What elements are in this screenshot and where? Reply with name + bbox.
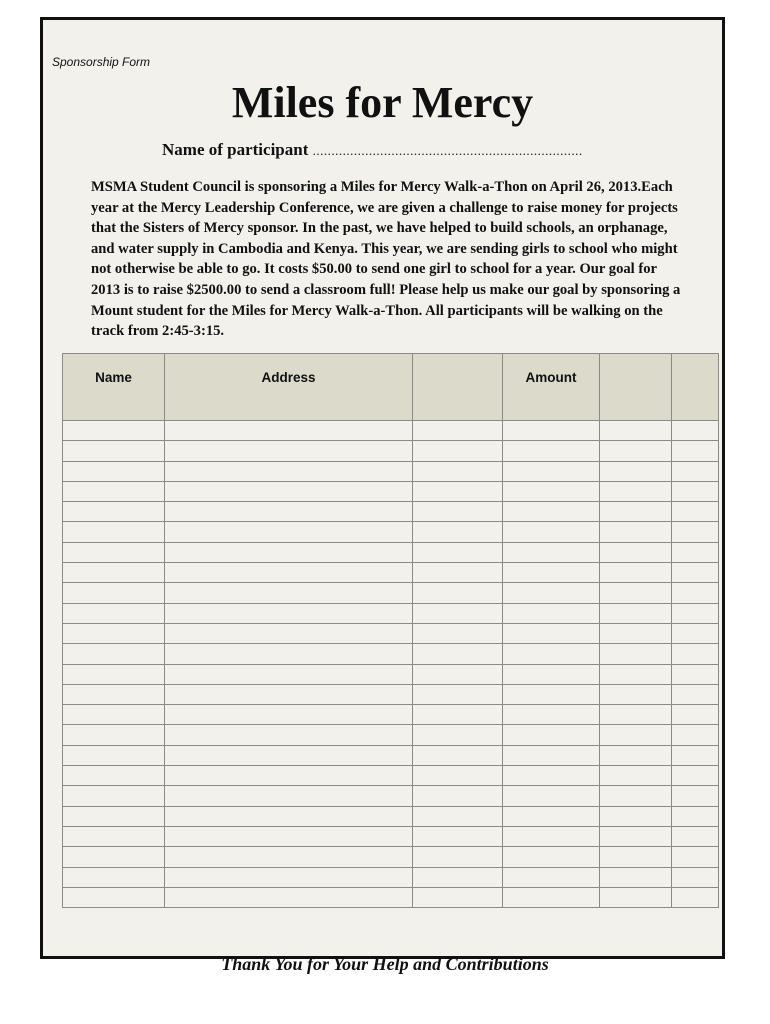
cell-name[interactable] xyxy=(63,583,165,603)
cell-amount[interactable] xyxy=(503,847,600,867)
cell-extra-2[interactable] xyxy=(600,583,672,603)
cell-amount[interactable] xyxy=(503,887,600,907)
table-row xyxy=(63,664,719,684)
cell-extra-2[interactable] xyxy=(600,542,672,562)
cell-amount[interactable] xyxy=(503,644,600,664)
cell-amount[interactable] xyxy=(503,603,600,623)
cell-extra-2[interactable] xyxy=(600,745,672,765)
cell-address[interactable] xyxy=(165,887,413,907)
cell-extra-1[interactable] xyxy=(413,441,503,461)
cell-name[interactable] xyxy=(63,766,165,786)
cell-name[interactable] xyxy=(63,623,165,643)
cell-address[interactable] xyxy=(165,461,413,481)
cell-name[interactable] xyxy=(63,441,165,461)
cell-address[interactable] xyxy=(165,623,413,643)
page-title: Miles for Mercy xyxy=(231,78,534,127)
table-row xyxy=(63,887,719,907)
header-blank-3 xyxy=(672,354,719,421)
cell-extra-2[interactable] xyxy=(600,623,672,643)
cell-name[interactable] xyxy=(63,887,165,907)
cell-extra-1[interactable] xyxy=(413,522,503,542)
cell-address[interactable] xyxy=(165,766,413,786)
cell-extra-3[interactable] xyxy=(672,887,719,907)
cell-address[interactable] xyxy=(165,563,413,583)
cell-amount[interactable] xyxy=(503,563,600,583)
cell-address[interactable] xyxy=(165,603,413,623)
table-row xyxy=(63,684,719,704)
table-row xyxy=(63,786,719,806)
cell-extra-2[interactable] xyxy=(600,684,672,704)
cell-address[interactable] xyxy=(165,725,413,745)
cell-name[interactable] xyxy=(63,644,165,664)
cell-extra-2[interactable] xyxy=(600,644,672,664)
cell-extra-3[interactable] xyxy=(672,421,719,441)
cell-address[interactable] xyxy=(165,684,413,704)
table-row xyxy=(63,502,719,522)
description-paragraph: MSMA Student Council is sponsoring a Miles for Mercy Walk-a-Thon on April 26, 2013.Each year at the Mercy Leadership Conference, we are given a challenge to raise money for projects that the Sisters of Mercy sponsor. In the past, we have helped to build schools, an orphanage, and water supply in Cambodia and Kenya. This year, we are sending girls to school who might not otherwise be able to go. It costs $50.00 to send one girl to school for a year. Our goal for 2013 is to raise $2500.00 to send a classroom full! Please help us make our goal by sponsoring a Mount student for the Miles for Mercy Walk-a-Thon. All participants will be walking on the track from 2:45-3:15. xyxy=(91,179,681,340)
cell-extra-3[interactable] xyxy=(672,542,719,562)
cell-extra-1[interactable] xyxy=(413,583,503,603)
cell-amount[interactable] xyxy=(503,705,600,725)
cell-amount[interactable] xyxy=(503,441,600,461)
cell-extra-1[interactable] xyxy=(413,867,503,887)
cell-extra-3[interactable] xyxy=(672,684,719,704)
cell-extra-1[interactable] xyxy=(413,481,503,501)
participant-name-line xyxy=(162,140,583,160)
participant-label: Name of participant xyxy=(162,140,309,159)
cell-extra-1[interactable] xyxy=(413,887,503,907)
cell-amount[interactable] xyxy=(503,745,600,765)
cell-amount[interactable] xyxy=(503,481,600,501)
cell-address[interactable] xyxy=(165,786,413,806)
cell-name[interactable] xyxy=(63,867,165,887)
cell-amount[interactable] xyxy=(503,583,600,603)
table-row xyxy=(63,441,719,461)
cell-extra-2[interactable] xyxy=(600,847,672,867)
cell-name[interactable] xyxy=(63,745,165,765)
cell-amount[interactable] xyxy=(503,502,600,522)
table-row xyxy=(63,583,719,603)
cell-extra-3[interactable] xyxy=(672,664,719,684)
cell-name[interactable] xyxy=(63,522,165,542)
cell-address[interactable] xyxy=(165,826,413,846)
cell-amount[interactable] xyxy=(503,684,600,704)
cell-name[interactable] xyxy=(63,603,165,623)
cell-extra-2[interactable] xyxy=(600,421,672,441)
cell-extra-3[interactable] xyxy=(672,603,719,623)
cell-extra-3[interactable] xyxy=(672,786,719,806)
table-row xyxy=(63,522,719,542)
cell-address[interactable] xyxy=(165,502,413,522)
cell-extra-2[interactable] xyxy=(600,766,672,786)
table-row xyxy=(63,847,719,867)
cell-amount[interactable] xyxy=(503,725,600,745)
cell-address[interactable] xyxy=(165,867,413,887)
thank-you-note: Thank You for Your Help and Contributions xyxy=(221,954,549,974)
cell-extra-1[interactable] xyxy=(413,684,503,704)
cell-extra-3[interactable] xyxy=(672,461,719,481)
table-row xyxy=(63,461,719,481)
cell-name[interactable] xyxy=(63,725,165,745)
cell-address[interactable] xyxy=(165,644,413,664)
form-label: Sponsorship Form xyxy=(52,55,151,69)
cell-extra-3[interactable] xyxy=(672,623,719,643)
table-row xyxy=(63,563,719,583)
cell-name[interactable] xyxy=(63,806,165,826)
cell-extra-2[interactable] xyxy=(600,502,672,522)
cell-address[interactable] xyxy=(165,806,413,826)
table-header-row xyxy=(63,354,719,421)
cell-extra-1[interactable] xyxy=(413,644,503,664)
header-name: Name xyxy=(63,354,165,421)
cell-extra-2[interactable] xyxy=(600,522,672,542)
cell-extra-2[interactable] xyxy=(600,441,672,461)
cell-address[interactable] xyxy=(165,481,413,501)
cell-name[interactable] xyxy=(63,786,165,806)
header-address: Address xyxy=(165,354,413,421)
cell-amount[interactable] xyxy=(503,826,600,846)
cell-extra-3[interactable] xyxy=(672,705,719,725)
cell-extra-1[interactable] xyxy=(413,806,503,826)
cell-extra-1[interactable] xyxy=(413,766,503,786)
cell-extra-1[interactable] xyxy=(413,664,503,684)
cell-extra-2[interactable] xyxy=(600,603,672,623)
cell-extra-2[interactable] xyxy=(600,786,672,806)
cell-address[interactable] xyxy=(165,522,413,542)
participant-name-field[interactable]: ........................................................................ xyxy=(312,143,583,158)
cell-name[interactable] xyxy=(63,664,165,684)
cell-extra-3[interactable] xyxy=(672,563,719,583)
cell-address[interactable] xyxy=(165,847,413,867)
cell-extra-2[interactable] xyxy=(600,664,672,684)
cell-extra-1[interactable] xyxy=(413,542,503,562)
cell-amount[interactable] xyxy=(503,867,600,887)
cell-name[interactable] xyxy=(63,705,165,725)
table-row xyxy=(63,603,719,623)
cell-extra-1[interactable] xyxy=(413,421,503,441)
header-amount: Amount xyxy=(503,354,600,421)
cell-name[interactable] xyxy=(63,461,165,481)
cell-extra-3[interactable] xyxy=(672,867,719,887)
cell-name[interactable] xyxy=(63,481,165,501)
cell-amount[interactable] xyxy=(503,806,600,826)
cell-extra-3[interactable] xyxy=(672,644,719,664)
cell-extra-2[interactable] xyxy=(600,461,672,481)
table-row xyxy=(63,826,719,846)
cell-address[interactable] xyxy=(165,441,413,461)
cell-extra-1[interactable] xyxy=(413,461,503,481)
cell-extra-2[interactable] xyxy=(600,725,672,745)
cell-name[interactable] xyxy=(63,542,165,562)
table-row xyxy=(63,725,719,745)
form-frame xyxy=(40,17,725,959)
cell-extra-3[interactable] xyxy=(672,481,719,501)
cell-extra-1[interactable] xyxy=(413,563,503,583)
table-row xyxy=(63,542,719,562)
sponsor-table xyxy=(62,353,719,908)
cell-name[interactable] xyxy=(63,826,165,846)
cell-address[interactable] xyxy=(165,705,413,725)
table-row xyxy=(63,745,719,765)
cell-amount[interactable] xyxy=(503,664,600,684)
cell-address[interactable] xyxy=(165,421,413,441)
cell-extra-1[interactable] xyxy=(413,725,503,745)
header-blank-2 xyxy=(600,354,672,421)
cell-extra-3[interactable] xyxy=(672,522,719,542)
cell-address[interactable] xyxy=(165,745,413,765)
cell-extra-2[interactable] xyxy=(600,806,672,826)
cell-extra-2[interactable] xyxy=(600,481,672,501)
table-row xyxy=(63,481,719,501)
cell-extra-3[interactable] xyxy=(672,766,719,786)
cell-extra-3[interactable] xyxy=(672,806,719,826)
cell-extra-3[interactable] xyxy=(672,745,719,765)
cell-amount[interactable] xyxy=(503,421,600,441)
cell-name[interactable] xyxy=(63,847,165,867)
cell-extra-1[interactable] xyxy=(413,826,503,846)
cell-extra-1[interactable] xyxy=(413,502,503,522)
cell-extra-2[interactable] xyxy=(600,826,672,846)
cell-amount[interactable] xyxy=(503,522,600,542)
cell-extra-3[interactable] xyxy=(672,583,719,603)
cell-amount[interactable] xyxy=(503,542,600,562)
table-row xyxy=(63,766,719,786)
cell-amount[interactable] xyxy=(503,623,600,643)
table-row xyxy=(63,421,719,441)
header-blank-1 xyxy=(413,354,503,421)
cell-amount[interactable] xyxy=(503,786,600,806)
table-row xyxy=(63,644,719,664)
cell-extra-1[interactable] xyxy=(413,745,503,765)
table-row xyxy=(63,623,719,643)
table-row xyxy=(63,705,719,725)
cell-extra-2[interactable] xyxy=(600,563,672,583)
cell-extra-1[interactable] xyxy=(413,705,503,725)
cell-amount[interactable] xyxy=(503,461,600,481)
cell-extra-2[interactable] xyxy=(600,705,672,725)
cell-extra-1[interactable] xyxy=(413,847,503,867)
cell-extra-1[interactable] xyxy=(413,786,503,806)
cell-extra-3[interactable] xyxy=(672,441,719,461)
cell-address[interactable] xyxy=(165,664,413,684)
cell-address[interactable] xyxy=(165,583,413,603)
cell-extra-3[interactable] xyxy=(672,847,719,867)
cell-amount[interactable] xyxy=(503,766,600,786)
cell-address[interactable] xyxy=(165,542,413,562)
cell-name[interactable] xyxy=(63,421,165,441)
cell-extra-3[interactable] xyxy=(672,502,719,522)
cell-extra-1[interactable] xyxy=(413,603,503,623)
cell-extra-3[interactable] xyxy=(672,826,719,846)
table-row xyxy=(63,867,719,887)
cell-extra-3[interactable] xyxy=(672,725,719,745)
cell-extra-1[interactable] xyxy=(413,623,503,643)
cell-name[interactable] xyxy=(63,563,165,583)
cell-extra-2[interactable] xyxy=(600,887,672,907)
cell-name[interactable] xyxy=(63,684,165,704)
cell-extra-2[interactable] xyxy=(600,867,672,887)
cell-name[interactable] xyxy=(63,502,165,522)
table-row xyxy=(63,806,719,826)
